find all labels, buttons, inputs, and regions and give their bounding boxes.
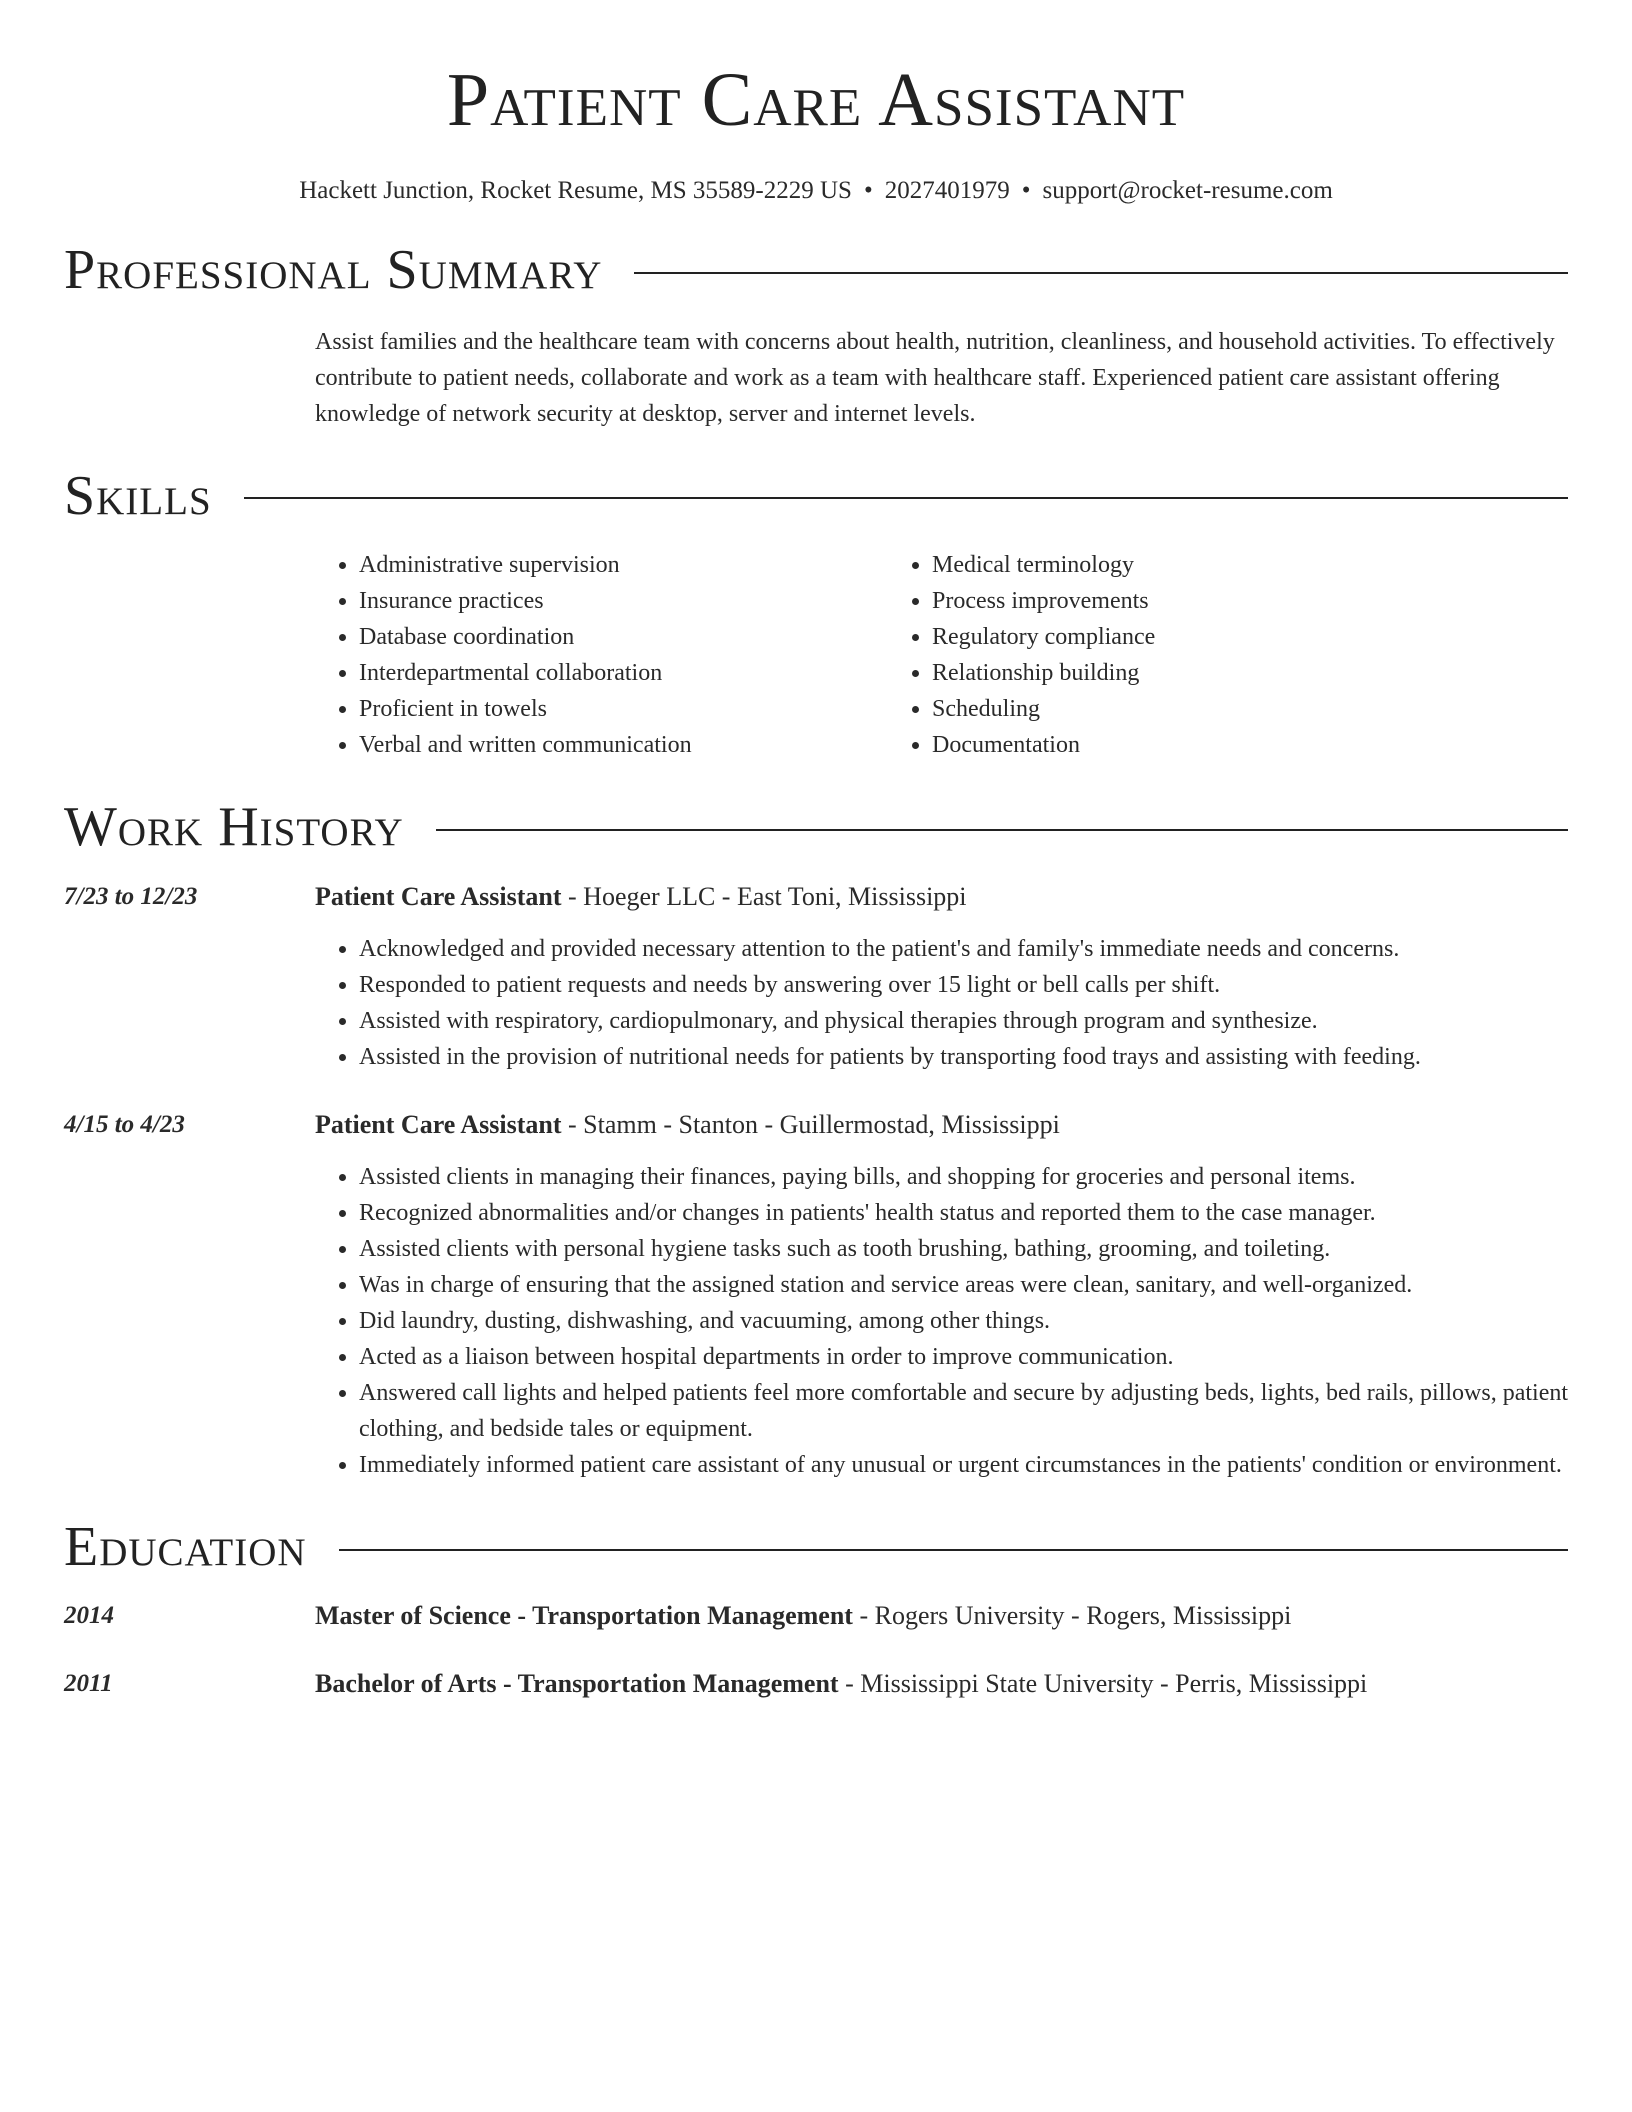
job-bullets (315, 1159, 1568, 1483)
skills-list-left (315, 547, 888, 763)
education-degree: Bachelor of Arts - Transportation Management (315, 1669, 839, 1699)
skill-item: • Proficient in towels (359, 691, 888, 727)
education-entry (64, 1600, 1568, 1632)
summary-section-header (64, 240, 1568, 302)
contact-separator: • (1021, 177, 1031, 204)
education-degree: Master of Science - Transportation Management (315, 1601, 853, 1631)
skill-item: • Verbal and written communication (359, 727, 888, 763)
job-employer: - Stamm - Stanton - Guillermostad, Mississippi (561, 1109, 1060, 1139)
job-bullet: • Assisted with respiratory, cardiopulmonary, and physical therapies through program and synthesize. (359, 1003, 1568, 1039)
section-divider (634, 272, 1568, 274)
skills-section-header (64, 466, 1568, 528)
contact-email: support@rocket-resume.com (1042, 177, 1333, 204)
skill-item: • Medical terminology (932, 547, 1461, 583)
skills-section (315, 547, 1568, 763)
job-bullet: • Acknowledged and provided necessary attention to the patient's and family's immediate needs and concerns. (359, 931, 1568, 967)
education-year: 2014 (64, 1602, 114, 1630)
education-school: - Rogers University - Rogers, Mississippi (852, 1601, 1292, 1631)
skill-item: • Documentation (932, 727, 1461, 763)
job-bullet: • Immediately informed patient care assistant of any unusual or urgent circumstances in the patients' condition or environment. (359, 1447, 1568, 1483)
job-entry (64, 1109, 1568, 1483)
job-title-line (315, 1109, 1568, 1141)
skills-list-right (888, 547, 1461, 763)
job-details (315, 1109, 1568, 1483)
job-title: Patient Care Assistant (315, 881, 562, 911)
education-entry (64, 1668, 1568, 1700)
section-divider (244, 497, 1568, 499)
skill-item: • Relationship building (932, 655, 1461, 691)
contact-separator: • (863, 177, 873, 204)
job-bullet: • Responded to patient requests and needs by answering over 15 light or bell calls per shift. (359, 967, 1568, 1003)
job-details (315, 881, 1568, 1075)
job-dates: 7/23 to 12/23 (64, 882, 198, 910)
education-heading: Education (64, 1515, 307, 1578)
skill-item: • Scheduling (932, 691, 1461, 727)
summary-text: Assist families and the healthcare team with concerns about health, nutrition, cleanliness, and household activities. To effectively contribute to patient needs, collaborate and work as a team with healthcare staff. Experienced patient care assistant offering knowledge of network security at desktop, server and internet levels. (315, 328, 1555, 427)
job-dates: 4/15 to 4/23 (64, 1110, 185, 1138)
education-details (315, 1668, 1568, 1700)
summary-section (315, 324, 1568, 432)
job-bullet: • Did laundry, dusting, dishwashing, and vacuuming, among other things. (359, 1303, 1568, 1339)
education-school: - Mississippi State University - Perris, Mississippi (838, 1669, 1368, 1699)
job-employer: - Hoeger LLC - East Toni, Mississippi (561, 881, 967, 911)
skill-item: • Database coordination (359, 619, 888, 655)
work-section-header (64, 797, 1568, 859)
skill-item: • Interdepartmental collaboration (359, 655, 888, 691)
job-bullets (315, 931, 1568, 1075)
section-divider (436, 829, 1568, 831)
job-bullet: • Recognized abnormalities and/or changes in patients' health status and reported them to the case manager. (359, 1195, 1568, 1231)
education-year: 2011 (64, 1670, 113, 1698)
education-details (315, 1600, 1568, 1632)
contact-address: Hackett Junction, Rocket Resume, MS 35589-2229 US (299, 177, 852, 204)
skill-item: • Insurance practices (359, 583, 888, 619)
contact-line (64, 176, 1568, 206)
job-entry (64, 881, 1568, 1075)
contact-phone: 2027401979 (884, 177, 1010, 204)
summary-heading: Professional Summary (64, 239, 603, 301)
education-section-header (64, 1517, 1568, 1579)
job-bullet: • Acted as a liaison between hospital departments in order to improve communication. (359, 1339, 1568, 1375)
skill-item: • Regulatory compliance (932, 619, 1461, 655)
skill-item: • Process improvements (932, 583, 1461, 619)
skills-heading: Skills (64, 464, 212, 527)
job-bullet: • Assisted clients with personal hygiene tasks such as tooth brushing, bathing, grooming, and toileting. (359, 1231, 1568, 1267)
section-divider (339, 1549, 1568, 1551)
candidate-name: Patient Care Assistant (446, 58, 1186, 142)
job-title-line (315, 881, 1568, 913)
job-bullet: • Was in charge of ensuring that the assigned station and service areas were clean, sanitary, and well-organized. (359, 1267, 1568, 1303)
job-bullet: • Answered call lights and helped patients feel more comfortable and secure by adjusting beds, lights, bed rails, pillows, patient clothing, and bedside tales or equipment. (359, 1375, 1568, 1447)
skill-item: • Administrative supervision (359, 547, 888, 583)
job-title: Patient Care Assistant (315, 1109, 562, 1139)
work-heading: Work History (64, 796, 404, 859)
job-bullet: • Assisted clients in managing their finances, paying bills, and shopping for groceries and personal items. (359, 1159, 1568, 1195)
job-bullet: • Assisted in the provision of nutritional needs for patients by transporting food trays and assisting with feeding. (359, 1039, 1568, 1075)
